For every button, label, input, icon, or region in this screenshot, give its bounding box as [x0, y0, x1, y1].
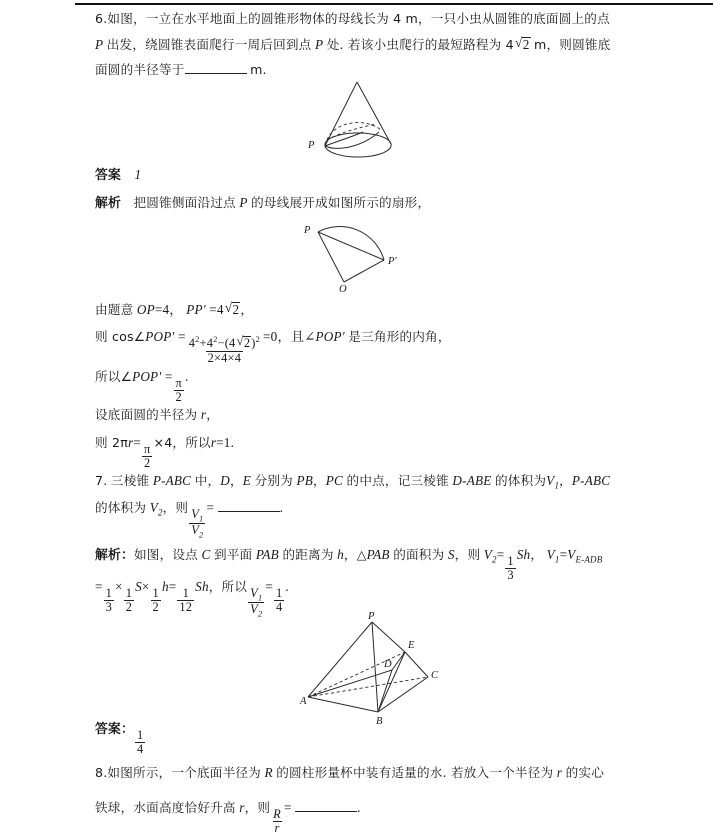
problem7-line3-eq3: = [265, 579, 273, 594]
problem7-line1-g: ， [559, 473, 572, 488]
problem6-step1 [95, 302, 253, 318]
problem6-point-p-2: P [314, 37, 324, 52]
problem7-analysis-line [95, 548, 602, 581]
cone-label-p: P [308, 140, 315, 151]
sector-label-o: O [339, 284, 347, 295]
problem6-step2 [95, 330, 451, 364]
problem6-step5-eq: = [133, 435, 141, 450]
tetra-label-a: A [300, 696, 307, 707]
sector-figure [296, 218, 426, 295]
problem7-line3-end: . [285, 579, 289, 594]
problem7-seg-pb: PB [296, 473, 313, 488]
problem6-line2-text-b: 处. 若该小虫爬行的最短路程为 4 [326, 37, 514, 52]
problem8-line2-end: . [357, 800, 361, 816]
problem7-pabc-2: P-ABC [571, 473, 611, 488]
problem6-line1-text: 如图，一立在水平地面上的圆锥形物体的母线长为 4 m，一只小虫从圆锥的底面圆上的点 [107, 11, 610, 26]
sector-label-p-prime: P' [388, 256, 397, 267]
cosine-law-fraction: $\frac{4^2+4^2-(4 √ 2)^2}{2\times 4\times 4}$ [187, 335, 262, 365]
problem7-line3-comma: ，所以 [208, 579, 248, 594]
problem6-answer-label: 答案 [95, 168, 121, 183]
sqrt-2-radical-2: √ 2 [225, 302, 241, 318]
cone-figure [305, 82, 455, 162]
problem7-line3 [95, 580, 289, 618]
problem6-step5-text-b: ×4，所以 [153, 435, 211, 450]
problem7-answer-blank[interactable] [218, 500, 280, 512]
problem8-line2-a: 铁球，水面高度恰好升高 [95, 800, 236, 816]
pi-over-2-fraction-1: $\frac{\pi}{2}$ [175, 375, 182, 404]
problem6-line3 [95, 62, 267, 77]
problem8-line2-b: ，则 [244, 800, 271, 816]
problem6-step5-text: 则 2π [95, 435, 128, 450]
problem6-point-p-1: P [95, 37, 104, 52]
sqrt-2-radical-1: √ 2 [515, 37, 531, 53]
problem7-line2-eq: = [206, 500, 215, 516]
problem6-number: 6. [95, 11, 108, 26]
one-half-fraction-2: $\frac{1}{2}$ [152, 585, 159, 614]
problem7-seg-pc: PC [325, 473, 344, 488]
problem7-line3-eq2: = [168, 579, 177, 594]
problem7-line2-end: . [279, 500, 284, 516]
problem7-var-h: h [337, 547, 344, 562]
problem8-var-r: r [556, 765, 563, 780]
problem7-line3-x2: × [141, 579, 150, 594]
problem7-analysis-a: 如图，设点 [134, 547, 198, 562]
tetrahedron-figure [300, 611, 440, 727]
problem6-step5-r2: r [210, 435, 217, 450]
pi-over-2-fraction-2: $\frac{\pi}{2}$ [143, 441, 151, 470]
problem6-step3-eq: = [164, 369, 173, 384]
problem6-line1 [95, 12, 610, 26]
problem6-answer-blank[interactable] [185, 62, 247, 74]
problem7-line3-eq: = [95, 579, 103, 594]
problem6-step4 [95, 408, 219, 422]
problem7-line1-d2: 分别为 [254, 473, 293, 488]
problem6-step5-text-c: =1. [216, 435, 235, 450]
problem6-step2-text: 则 cos∠ [95, 329, 146, 344]
problem6-line2 [95, 37, 610, 53]
problem7-v-eadb: $V_{E-ADB}$ [567, 547, 603, 565]
problem6-step3 [95, 370, 188, 403]
problem6-line2-text-a: 出发，绕圆锥表面爬行一周后回到点 [106, 37, 312, 52]
problem8-line1-b: 的圆柱形量杯中装有适量的水. 若放入一个半径为 [276, 765, 554, 780]
problem7-line1-comma: ， [312, 473, 326, 488]
problem7-point-e: E [242, 473, 252, 488]
problem7-sh-1: Sh [516, 547, 531, 562]
problem7-analysis-i: ， [530, 547, 544, 562]
R-over-r-fraction: $\frac{R}{r}$ [273, 807, 281, 835]
one-half-fraction-1: $\frac{1}{2}$ [125, 585, 133, 614]
problem7-point-c: C [201, 547, 211, 562]
problem6-step2-pop: POP' [145, 329, 175, 344]
problem7-line2-a: 的体积为 [95, 500, 147, 516]
tetra-label-p: P [368, 611, 375, 622]
one-third-fraction-2: $\frac{1}{3}$ [105, 585, 113, 614]
problem8-line1-c: 的实心 [565, 765, 605, 780]
problem7-analysis-b: 到平面 [213, 547, 253, 562]
problem6-step4-text: 设底面圆的半径为 [95, 407, 198, 422]
problem7-pabc-1: P-ABC [152, 473, 192, 488]
problem7-number: 7. [95, 473, 108, 488]
problem7-dabe: D-ABE [452, 473, 492, 488]
problem6-analysis-point-p: P [239, 195, 248, 210]
problem6-step1-eq1: =4， [154, 302, 183, 317]
one-twelfth-fraction: $\frac{1}{12}$ [179, 585, 193, 614]
problem7-var-s: S [447, 547, 455, 562]
problem7-line3-s: S [135, 579, 142, 594]
problem7-analysis-g: ，则 [454, 547, 481, 562]
problem7-line3-h: h [161, 579, 169, 594]
problem6-line3-unit: m. [250, 62, 267, 78]
tetra-label-e: E [408, 640, 415, 651]
sector-label-p: P [304, 225, 311, 236]
problem6-step2-eq: = [178, 329, 186, 344]
problem6-answer-value: 1 [134, 167, 142, 182]
page-top-rule [75, 3, 713, 5]
problem6-step1-pp: PP' [186, 302, 206, 317]
problem7-tri-pab: PAB [366, 547, 390, 562]
problem6-step1-op: OP [136, 302, 155, 317]
problem6-step1-end: ， [240, 302, 254, 317]
problem7-v2-expr: $V_2$ [483, 547, 497, 565]
problem6-line2-text-c: m，则圆锥底 [534, 37, 611, 52]
problem7-line1-c: ， [230, 473, 243, 488]
problem7-answer-row [95, 722, 146, 755]
tetra-label-c: C [431, 670, 439, 681]
problem8-var-r2: r [239, 800, 245, 816]
problem6-step5 [95, 436, 234, 469]
v1-over-v2-fraction-question: $\frac{V_1}{V_2}$ [191, 507, 204, 540]
problem6-step2-tail: 是三角形的内角， [348, 329, 451, 344]
v1-over-v2-fraction-result: $\frac{V_1}{V_2}$ [250, 585, 263, 619]
tetra-label-d: D [384, 659, 392, 670]
problem8-line2 [95, 800, 361, 834]
problem7-analysis-label: 解析： [95, 548, 134, 563]
problem6-step1-eq2: =4 [209, 302, 224, 317]
tetra-label-b: B [376, 716, 383, 727]
problem6-step1-text: 由题意 [95, 302, 134, 317]
problem7-analysis-eq2: = [559, 547, 568, 562]
problem7-line1-f: 的体积为 [494, 473, 547, 488]
problem6-step3-pop: POP' [132, 369, 162, 384]
problem7-line2 [95, 500, 283, 539]
one-quarter-fraction-answer: $\frac{1}{4}$ [137, 727, 144, 756]
problem6-answer-row [95, 168, 141, 183]
problem7-line3-x1: × [115, 579, 123, 594]
problem6-step2-after: =0，且∠ [263, 329, 316, 344]
problem8-line1-a: 如图所示，一个底面半径为 [107, 765, 261, 780]
problem6-line3-text-a: 面圆的半径等于 [95, 62, 185, 78]
problem7-answer-label: 答案： [95, 722, 134, 737]
problem6-step4-end: ， [206, 407, 219, 422]
problem7-plane-pab: PAB [255, 547, 279, 562]
problem8-line1 [95, 766, 604, 780]
problem6-step5-r: r [128, 435, 134, 450]
problem6-analysis-label: 解析 [95, 196, 121, 211]
one-third-fraction-1: $\frac{1}{3}$ [507, 553, 514, 582]
problem7-line1-e2: 的中点，记三棱锥 [346, 473, 449, 488]
problem6-step2-pop2: POP' [315, 329, 345, 344]
problem7-v2-inline: $V_2$ [149, 500, 163, 518]
problem7-line1-a: 三棱锥 [110, 473, 150, 488]
problem8-number: 8. [95, 765, 108, 780]
problem8-answer-blank[interactable] [295, 800, 357, 812]
problem7-line2-b: ，则 [162, 500, 189, 516]
one-quarter-fraction-1: $\frac{1}{4}$ [276, 585, 283, 614]
problem7-point-d: D [220, 473, 230, 488]
problem7-analysis-d: 的距离为 [282, 547, 334, 562]
problem7-line1-b: 中， [194, 473, 221, 488]
problem7-v1-expr: $V_1$ [546, 547, 560, 565]
problem6-analysis-text-a: 把圆锥侧面沿过点 [133, 195, 236, 210]
problem7-analysis-eq: = [496, 547, 505, 562]
problem7-line1 [95, 474, 610, 491]
problem8-var-R: R [264, 765, 273, 780]
problem6-step3-text: 所以∠ [95, 369, 133, 384]
problem6-analysis-text-b: 的母线展开成如图所示的扇形， [251, 195, 431, 210]
problem6-step4-r: r [200, 407, 207, 422]
problem6-analysis-row [95, 196, 430, 211]
problem7-analysis-f: 的面积为 [393, 547, 445, 562]
problem7-line3-sh: Sh [195, 579, 209, 594]
problem8-line2-eq: = [283, 800, 292, 816]
problem7-v1-inline: $V_1$ [546, 473, 560, 491]
problem6-step3-end: . [184, 369, 189, 384]
problem7-analysis-e: ，△ [343, 547, 367, 562]
